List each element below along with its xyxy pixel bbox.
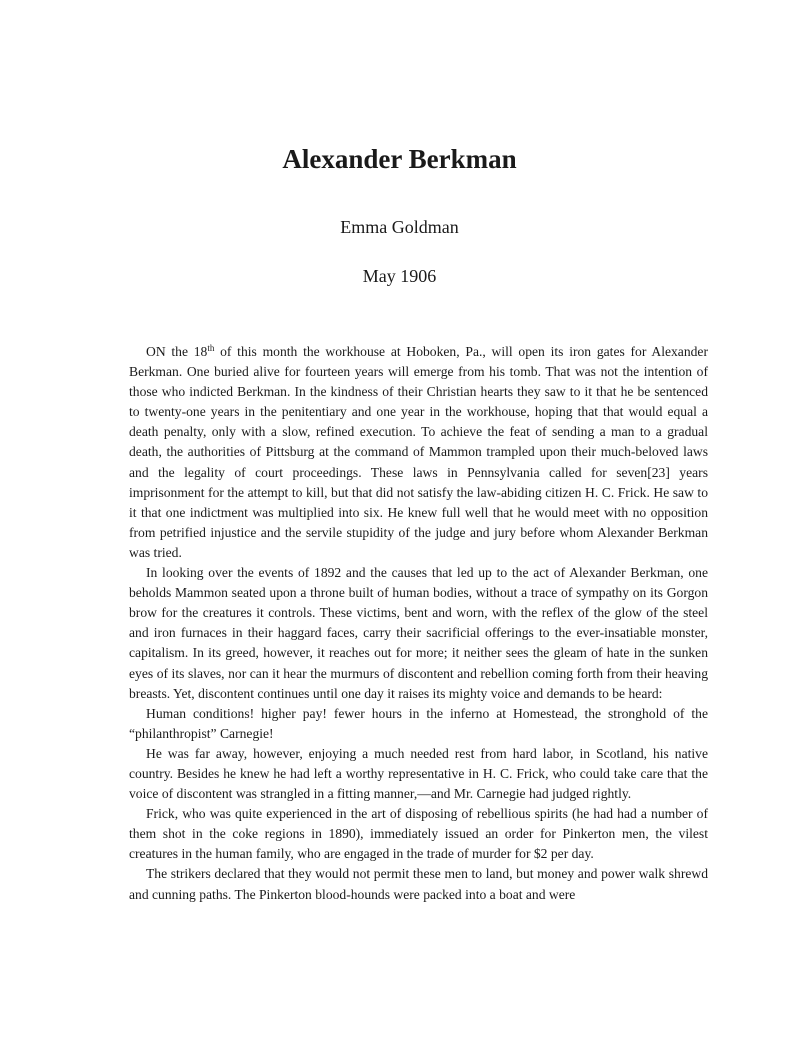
paragraph-4: He was far away, however, enjoying a much needed rest from hard labor, in Scotland, his native country. Besides he knew he had left a worthy representative in H. C. Frick, who could take care that the voice of discontent was strangled in a fitting manner,—and Mr. Carnegie had judged rightly. bbox=[129, 745, 708, 802]
paragraph-6: The strikers declared that they would not permit these men to land, but money and power walk shrewd and cunning paths. The Pinkerton blood-hounds were packed into a boat and were bbox=[129, 866, 708, 902]
paragraph-1-rest: of this month the workhouse at Hoboken, Pa., will open its iron gates for Alexander Berkman. One buried alive for fourteen years will emerge from his tomb. That was not the intention of those who indicted Berkman. In the kindness of their Christian hearts they saw to it that he be sentenced to twenty-one years in the penitentiary and one year in the workhouse, hoping that that would equal a death penalty, only with a slow, refined execution. To achieve the feat of sending a man to a gradual death, the authorities of Pittsburg at the command of Mammon trampled upon their much-beloved laws and the legality of court proceedings. These laws in Pennsylvania called for seven[23] years imprisonment for the attempt to kill, but that did not satisfy the law-abiding citizen H. C. Frick. He saw to it that one indictment was multiplied into six. He knew full well that he would meet with no opposition from petrified injustice and the servile stupidity of the judge and jury before whom Alexander Berkman was tried. bbox=[129, 344, 708, 560]
paragraph-3: Human conditions! higher pay! fewer hours in the inferno at Homestead, the stronghold of the “philanthropist” Carnegie! bbox=[129, 705, 708, 741]
paragraph-2: In looking over the events of 1892 and the causes that led up to the act of Alexander Berkman, one beholds Mammon seated upon a throne built of human bodies, without a trace of sympathy on its Gorgon brow for the creatures it controls. These victims, bent and worn, with the reflex of the glow of the steel and iron furnaces in their haggard faces, carry their sacrificial offerings to the ever-insatiable monster, capitalism. In its greed, however, it reaches out for more; it neither sees the gleam of hate in the sunken eyes of its slaves, nor can it hear the murmurs of discontent and rebellion coming forth from their heaving breasts. Yet, discontent continues until one day it raises its mighty voice and demands to be heard: bbox=[129, 565, 708, 701]
author-name: Emma Goldman bbox=[340, 217, 459, 237]
paragraph-1-start: ON the 18 bbox=[146, 344, 208, 359]
ordinal-suffix: th bbox=[207, 343, 215, 353]
publication-date: May 1906 bbox=[362, 266, 437, 286]
paragraph-5: Frick, who was quite experienced in the art of disposing of rebellious spirits (he had had a number of them shot in the coke regions in 1890), immediately issued an order for Pinkerton men, the vilest creatures in the human family, who are engaged in the trade of murder for $2 per day. bbox=[129, 806, 708, 862]
article-body bbox=[129, 342, 708, 905]
page-title: Alexander Berkman bbox=[282, 144, 517, 174]
paragraph-1 bbox=[129, 342, 708, 563]
